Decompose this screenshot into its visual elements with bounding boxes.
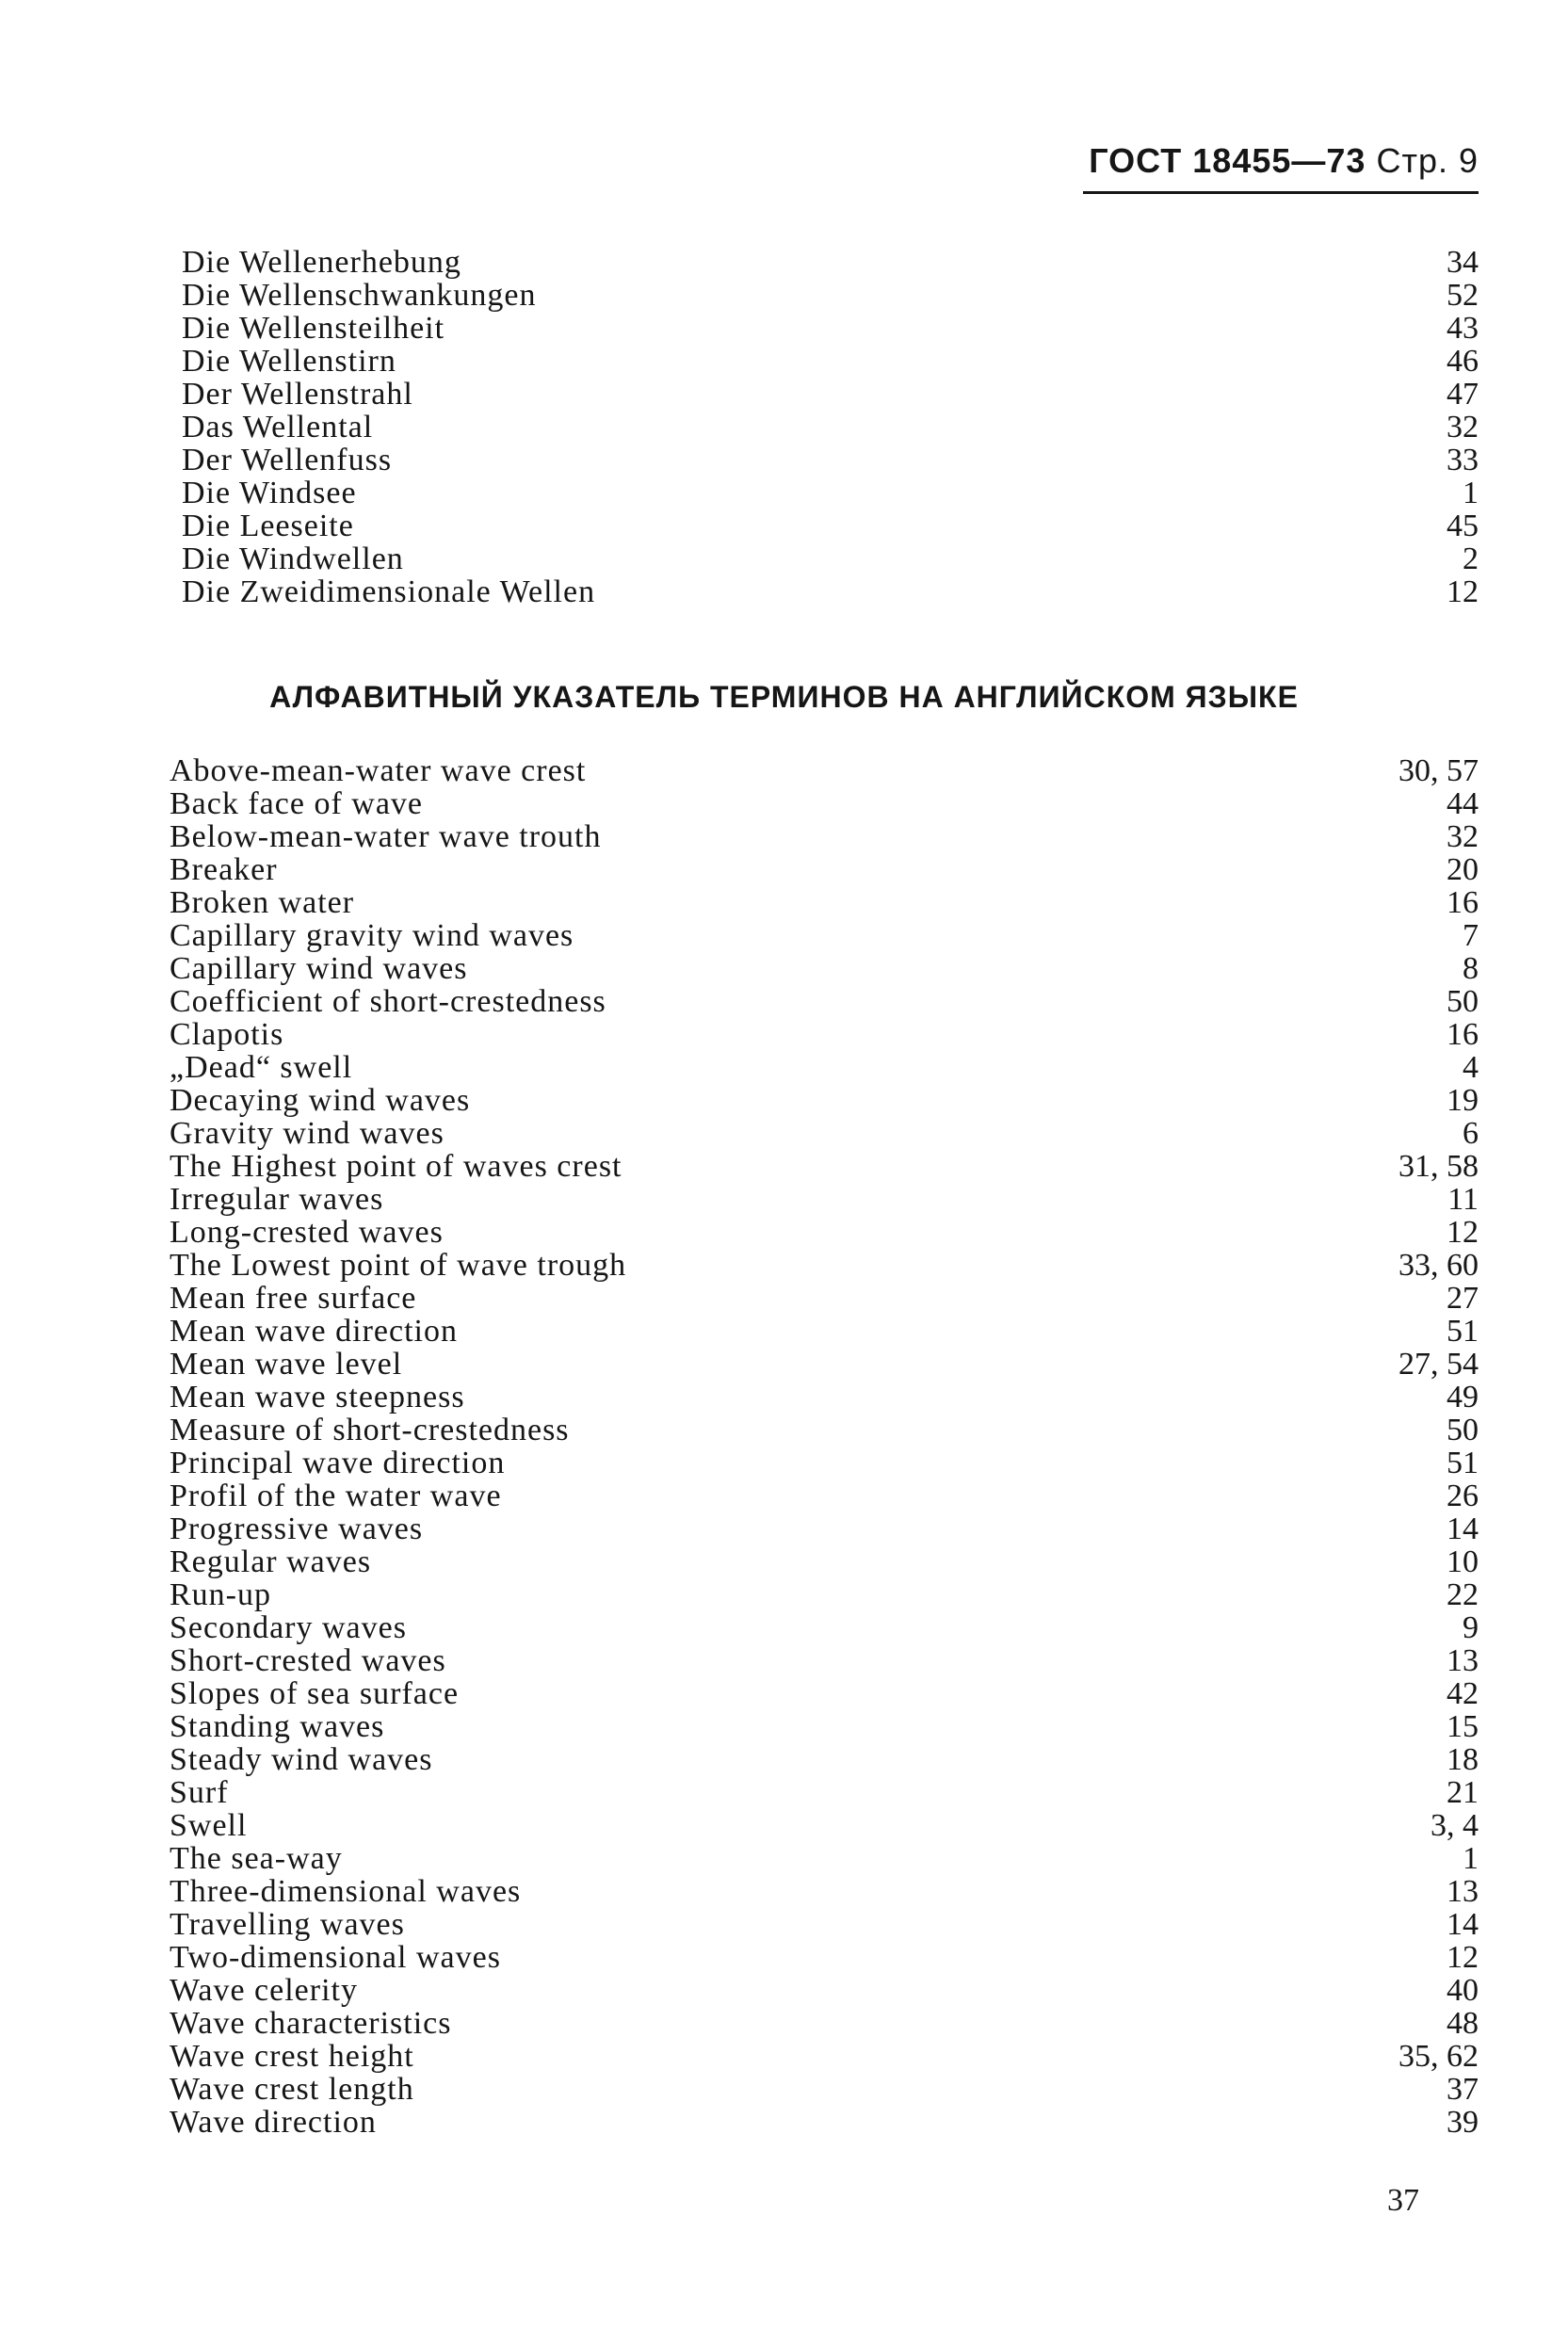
index-term: Run-up	[170, 1577, 271, 1612]
index-term: Die Windsee	[182, 476, 357, 510]
index-reference-number: 48	[1447, 2006, 1479, 2041]
index-entry	[182, 411, 1479, 444]
index-reference-number: 42	[1447, 1676, 1479, 1711]
footer-page-number: 37	[1387, 2183, 1419, 2218]
index-entry	[170, 787, 1479, 820]
index-term: Wave crest height	[170, 2039, 414, 2074]
index-term: Mean wave direction	[170, 1314, 458, 1349]
index-entry	[170, 1414, 1479, 1447]
index-reference-number: 31, 58	[1398, 1149, 1479, 1184]
index-reference-number: 14	[1447, 1907, 1479, 1942]
index-term: Mean wave level	[170, 1347, 403, 1382]
index-term: Das Wellental	[182, 410, 374, 445]
index-reference-number: 6	[1463, 1116, 1479, 1151]
index-reference-number: 32	[1447, 819, 1479, 854]
index-entry	[170, 1117, 1479, 1150]
index-term: Die Zweidimensionale Wellen	[182, 574, 596, 609]
index-entry	[170, 1941, 1479, 1974]
index-entry	[170, 1479, 1479, 1512]
index-reference-number: 33	[1447, 443, 1479, 477]
index-term: Der Wellenstrahl	[182, 377, 413, 412]
index-term: Back face of wave	[170, 786, 424, 821]
index-reference-number: 1	[1463, 476, 1479, 510]
index-term: Wave characteristics	[170, 2006, 452, 2041]
index-entry	[170, 1249, 1479, 1282]
index-entry	[170, 754, 1479, 787]
index-reference-number: 26	[1447, 1479, 1479, 1513]
index-reference-number: 30, 57	[1398, 753, 1479, 788]
index-term: Die Wellenerhebung	[182, 245, 461, 280]
section-heading: АЛФАВИТНЫЙ УКАЗАТЕЛЬ ТЕРМИНОВ НА АНГЛИЙСКОМ ЯЗЫКЕ	[269, 680, 1299, 714]
index-entry	[170, 853, 1479, 886]
index-entry	[170, 1644, 1479, 1677]
index-reference-number: 21	[1447, 1775, 1479, 1810]
index-entry	[170, 1150, 1479, 1183]
index-reference-number: 50	[1447, 984, 1479, 1019]
index-reference-number: 10	[1447, 1544, 1479, 1579]
english-term-index	[170, 754, 1479, 2139]
index-reference-number: 20	[1447, 852, 1479, 887]
index-entry	[170, 1051, 1479, 1084]
index-entry	[170, 1282, 1479, 1315]
index-term: Below-mean-water wave trouth	[170, 819, 602, 854]
index-reference-number: 13	[1447, 1643, 1479, 1678]
index-reference-number: 22	[1447, 1577, 1479, 1612]
index-entry	[170, 2106, 1479, 2139]
index-term: Travelling waves	[170, 1907, 405, 1942]
index-term: Die Wellenschwankungen	[182, 278, 537, 313]
index-term: Swell	[170, 1808, 248, 1843]
index-reference-number: 50	[1447, 1413, 1479, 1447]
index-entry	[170, 1381, 1479, 1414]
index-term: The sea-way	[170, 1841, 343, 1876]
index-reference-number: 13	[1447, 1874, 1479, 1909]
index-reference-number: 52	[1447, 278, 1479, 313]
index-term: Profil of the water wave	[170, 1479, 502, 1513]
index-term: Short-crested waves	[170, 1643, 446, 1678]
index-reference-number: 1	[1463, 1841, 1479, 1876]
index-term: Mean free surface	[170, 1281, 417, 1316]
index-term: Capillary gravity wind waves	[170, 918, 574, 953]
index-entry	[182, 279, 1479, 312]
index-entry	[170, 1677, 1479, 1710]
index-reference-number: 44	[1447, 786, 1479, 821]
index-reference-number: 15	[1447, 1709, 1479, 1744]
index-term: Die Wellenstirn	[182, 344, 396, 379]
index-term: Two-dimensional waves	[170, 1940, 501, 1975]
index-reference-number: 16	[1447, 885, 1479, 920]
index-entry	[170, 1183, 1479, 1216]
index-reference-number: 33, 60	[1398, 1248, 1479, 1283]
index-entry	[170, 1084, 1479, 1117]
index-term: Die Windwellen	[182, 542, 404, 576]
index-term: Breaker	[170, 852, 278, 887]
index-reference-number: 51	[1447, 1314, 1479, 1349]
index-reference-number: 7	[1463, 918, 1479, 953]
german-term-index	[182, 246, 1479, 608]
index-entry	[182, 312, 1479, 345]
index-term: Three-dimensional waves	[170, 1874, 522, 1909]
index-reference-number: 9	[1463, 1610, 1479, 1645]
index-term: Capillary wind waves	[170, 951, 468, 986]
index-entry	[170, 1447, 1479, 1479]
index-entry	[170, 1710, 1479, 1743]
header-rule	[1083, 191, 1479, 194]
index-entry	[170, 886, 1479, 919]
index-reference-number: 12	[1447, 1215, 1479, 1250]
index-term: „Dead“ swell	[170, 1050, 353, 1085]
index-reference-number: 34	[1447, 245, 1479, 280]
index-entry	[170, 985, 1479, 1018]
index-reference-number: 27, 54	[1398, 1347, 1479, 1382]
index-reference-number: 2	[1463, 542, 1479, 576]
index-reference-number: 16	[1447, 1017, 1479, 1052]
index-reference-number: 46	[1447, 344, 1479, 379]
index-term: The Lowest point of wave trough	[170, 1248, 627, 1283]
index-entry	[182, 246, 1479, 279]
index-entry	[182, 509, 1479, 542]
index-entry	[170, 1018, 1479, 1051]
index-term: Standing waves	[170, 1709, 385, 1744]
index-term: Wave crest length	[170, 2072, 414, 2107]
index-entry	[170, 952, 1479, 985]
page-header	[1083, 141, 1479, 181]
index-reference-number: 37	[1447, 2072, 1479, 2107]
index-term: Irregular waves	[170, 1182, 384, 1217]
index-entry	[170, 1611, 1479, 1644]
index-entry	[182, 575, 1479, 608]
index-reference-number: 47	[1447, 377, 1479, 412]
index-entry	[182, 345, 1479, 378]
index-reference-number: 45	[1447, 509, 1479, 543]
index-reference-number: 43	[1447, 311, 1479, 346]
index-entry	[170, 2007, 1479, 2040]
index-entry	[170, 1743, 1479, 1776]
index-entry	[170, 1776, 1479, 1809]
index-reference-number: 32	[1447, 410, 1479, 445]
index-entry	[170, 1545, 1479, 1578]
index-term: Gravity wind waves	[170, 1116, 445, 1151]
index-entry	[170, 1875, 1479, 1908]
index-reference-number: 14	[1447, 1511, 1479, 1546]
index-term: Der Wellenfuss	[182, 443, 393, 477]
index-term: Wave direction	[170, 2105, 377, 2140]
index-entry	[170, 1315, 1479, 1348]
index-entry	[182, 477, 1479, 509]
index-entry	[182, 444, 1479, 477]
index-reference-number: 49	[1447, 1380, 1479, 1414]
standard-number: ГОСТ 18455—73	[1089, 141, 1366, 180]
index-term: Principal wave direction	[170, 1446, 506, 1480]
index-reference-number: 3, 4	[1431, 1808, 1479, 1843]
index-term: Regular waves	[170, 1544, 372, 1579]
index-term: Clapotis	[170, 1017, 284, 1052]
index-term: Above-mean-water wave crest	[170, 753, 587, 788]
index-reference-number: 12	[1447, 574, 1479, 609]
index-entry	[170, 1512, 1479, 1545]
index-entry	[170, 1348, 1479, 1381]
index-term: Long-crested waves	[170, 1215, 444, 1250]
page-label: Стр. 9	[1376, 141, 1479, 180]
index-term: Surf	[170, 1775, 229, 1810]
index-entry	[170, 2073, 1479, 2106]
index-term: Die Leeseite	[182, 509, 354, 543]
index-entry	[170, 1842, 1479, 1875]
index-entry	[170, 1809, 1479, 1842]
index-reference-number: 11	[1447, 1182, 1479, 1217]
index-reference-number: 8	[1463, 951, 1479, 986]
index-term: Mean wave steepness	[170, 1380, 465, 1414]
index-entry	[170, 2040, 1479, 2073]
index-term: Slopes of sea surface	[170, 1676, 460, 1711]
index-reference-number: 51	[1447, 1446, 1479, 1480]
index-reference-number: 40	[1447, 1973, 1479, 2008]
index-entry	[170, 1974, 1479, 2007]
index-term: Broken water	[170, 885, 355, 920]
index-reference-number: 27	[1447, 1281, 1479, 1316]
index-entry	[170, 1578, 1479, 1611]
index-reference-number: 4	[1463, 1050, 1479, 1085]
index-term: Wave celerity	[170, 1973, 358, 2008]
index-term: The Highest point of waves crest	[170, 1149, 622, 1184]
index-reference-number: 19	[1447, 1083, 1479, 1118]
index-entry	[170, 820, 1479, 853]
index-term: Decaying wind waves	[170, 1083, 471, 1118]
index-term: Die Wellensteilheit	[182, 311, 445, 346]
index-term: Steady wind waves	[170, 1742, 433, 1777]
index-reference-number: 39	[1447, 2105, 1479, 2140]
index-entry	[170, 919, 1479, 952]
index-entry	[170, 1908, 1479, 1941]
index-term: Secondary waves	[170, 1610, 407, 1645]
index-entry	[182, 378, 1479, 411]
index-reference-number: 35, 62	[1398, 2039, 1479, 2074]
index-reference-number: 12	[1447, 1940, 1479, 1975]
index-reference-number: 18	[1447, 1742, 1479, 1777]
index-term: Coefficient of short-crestedness	[170, 984, 606, 1019]
index-entry	[182, 542, 1479, 575]
index-term: Progressive waves	[170, 1511, 424, 1546]
index-entry	[170, 1216, 1479, 1249]
index-term: Measure of short-crestedness	[170, 1413, 570, 1447]
